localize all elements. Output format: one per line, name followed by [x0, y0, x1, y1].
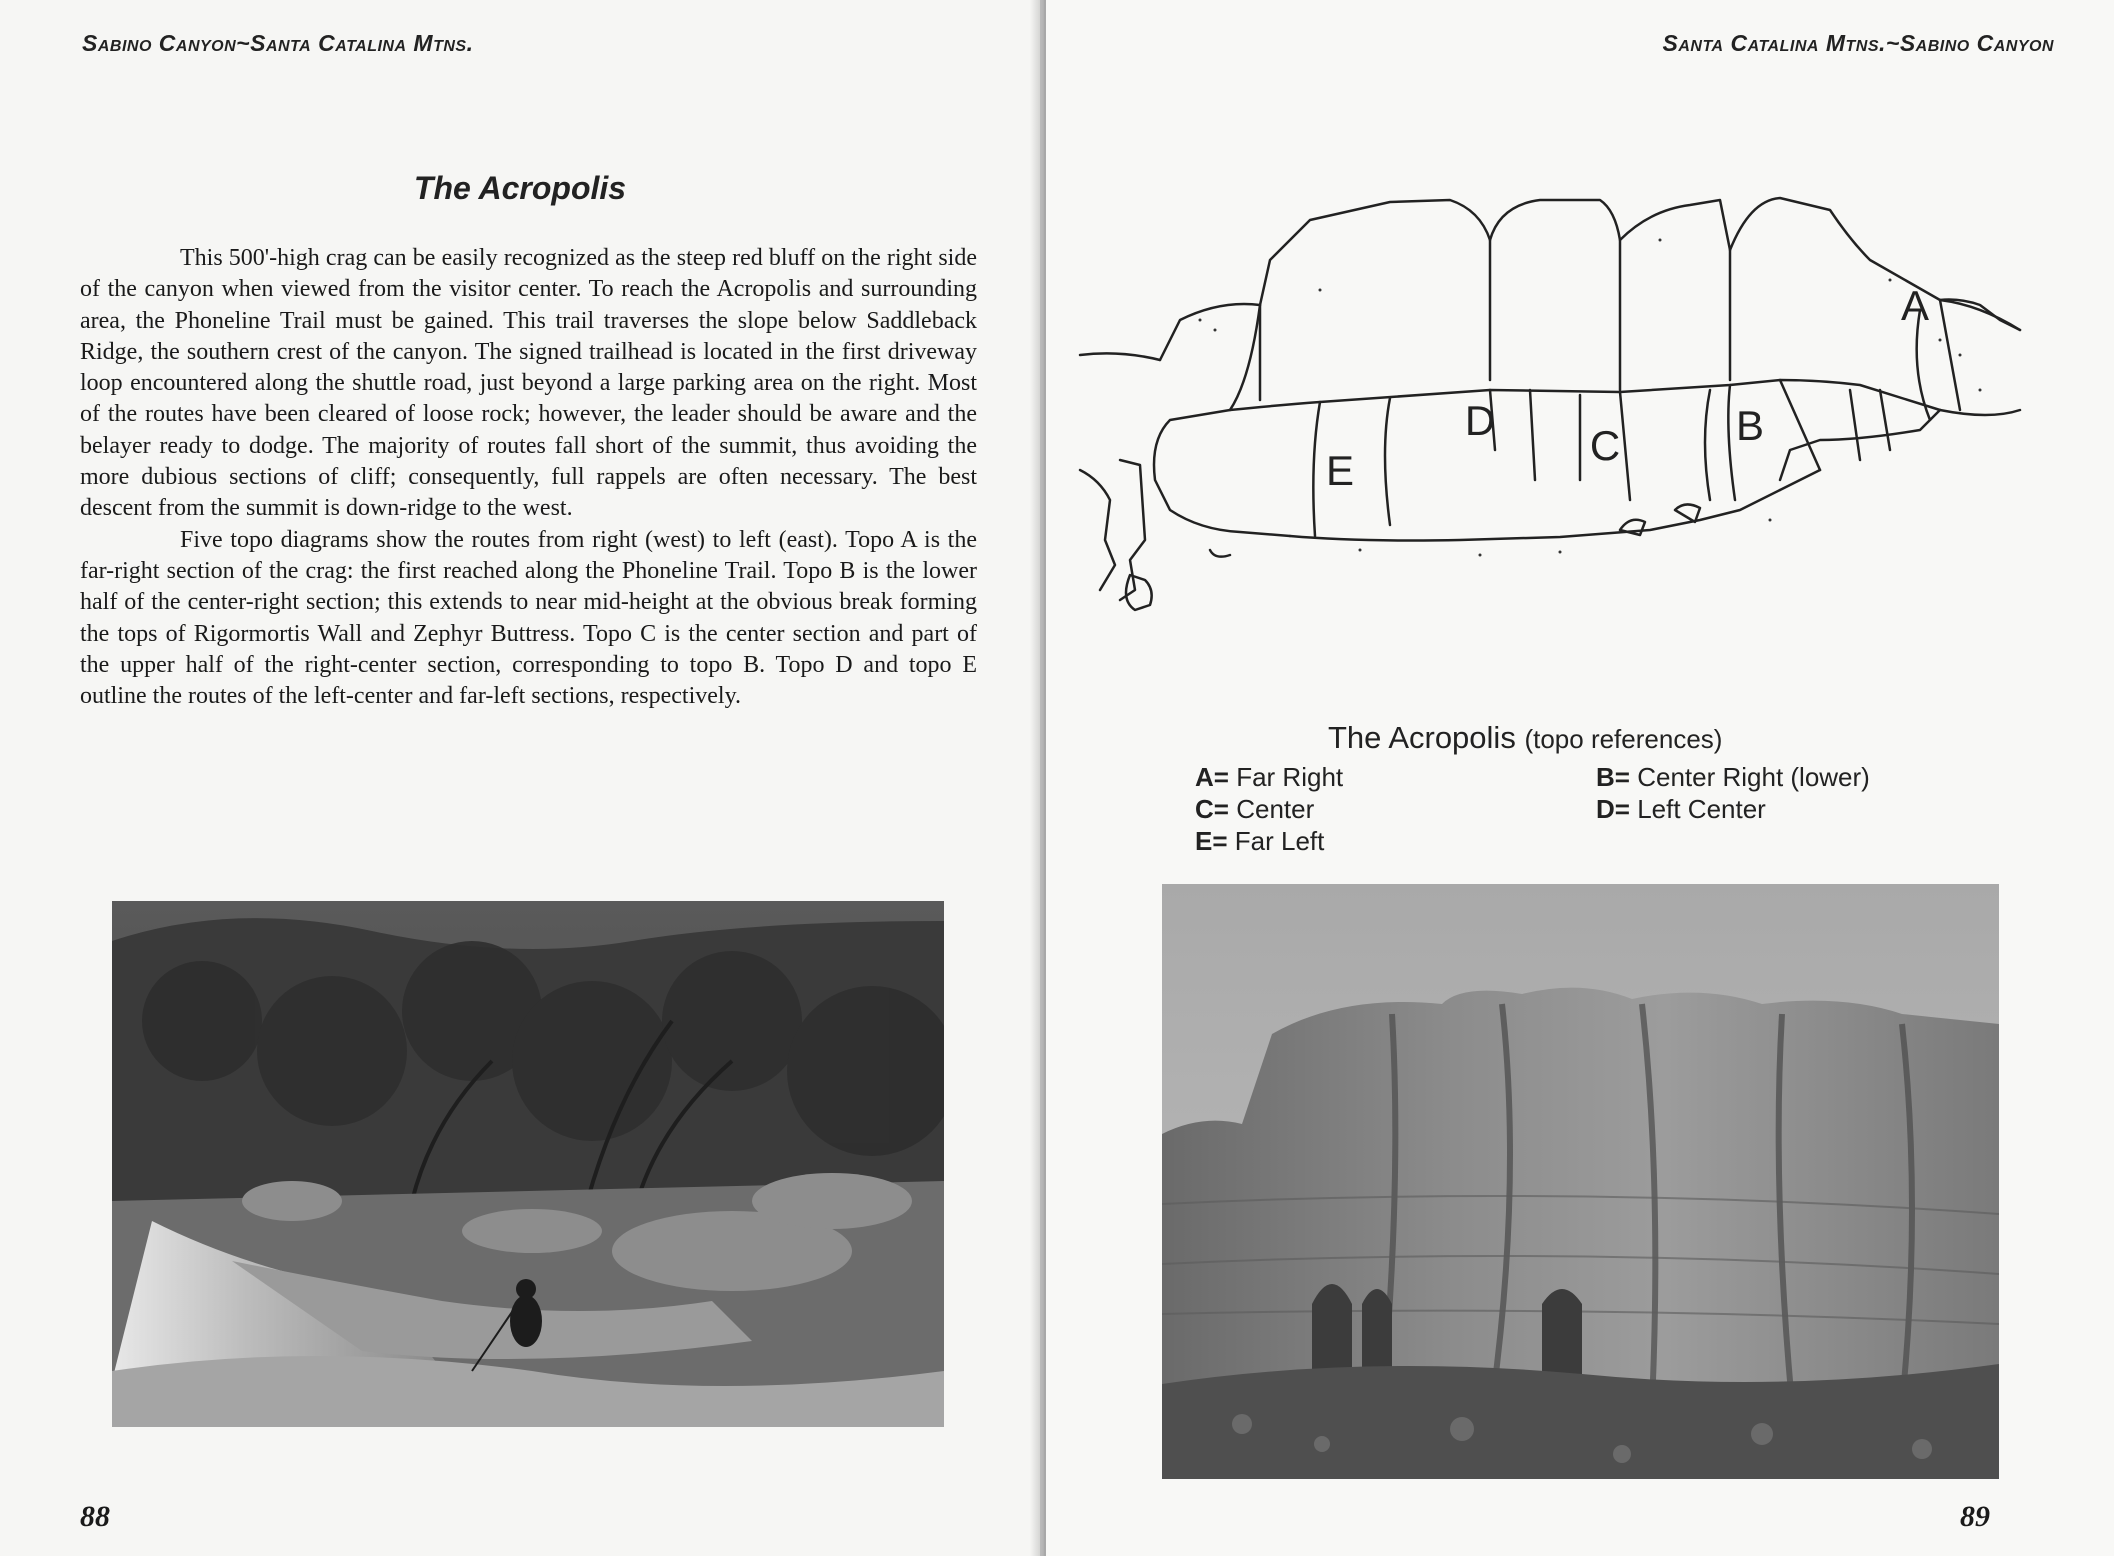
river-photo — [112, 901, 944, 1427]
running-head-left: Sabino Canyon~Santa Catalina Mtns. — [82, 30, 474, 56]
ridge-line-left — [1080, 353, 1160, 360]
legend-title-text: The Acropolis — [1328, 720, 1516, 755]
river-photo-image — [112, 901, 944, 1427]
legend-label: Left Center — [1637, 794, 1766, 824]
left-page — [0, 0, 1040, 1556]
topo-diagram — [1060, 180, 2040, 650]
page-title: The Acropolis — [413, 170, 627, 206]
topo-label-b: B — [1735, 402, 1765, 449]
paragraph-1: This 500'-high crag can be easily recognized as the steep red bluff on the right side of the canyon when viewed from the visitor center. To reach the Acropolis and surrounding area, the Phoneline Trail must be gained. This trail traverses the slope below Saddleback Ridge, the southern crest of the canyon. The signed trailhead is located in the first driveway loop encountered along the shuttle road, just beyond a large parking area on the right. Most of the routes have been cleared of loose rock; however, the leader should be aware and the belayer ready to dodge. The majority of routes fall short of the summit, thus avoiding the more dubious sections of cliff; consequently, full rappels are often necessary. The best descent from the summit is down-ridge to the west. — [80, 245, 977, 522]
legend-key: A= — [1195, 762, 1229, 792]
legend-item-d — [1596, 794, 1766, 825]
legend-label: Center — [1236, 794, 1315, 824]
legend-key: E= — [1195, 826, 1228, 856]
legend-key: B= — [1596, 762, 1630, 792]
topo-label-e: E — [1325, 447, 1355, 494]
running-head-right: Santa Catalina Mtns.~Sabino Canyon — [1662, 30, 2054, 56]
legend-key: C= — [1195, 794, 1229, 824]
topo-label-d: D — [1464, 397, 1496, 444]
legend-item-c — [1195, 794, 1314, 825]
body-text — [80, 243, 977, 712]
legend-item-e — [1195, 826, 1324, 857]
topo-label-a: A — [1900, 282, 1930, 329]
paragraph-2: Five topo diagrams show the routes from right (west) to left (east). Topo A is the far-right section of the crag: the first reached along the Phoneline Trail. Topo B is the lower half of the center-right section; this extends to near mid-height at the obvious break forming the tops of Rigormortis Wall and Zephyr Buttress. Topo C is the center section and part of the upper half of the right-center section, corresponding to topo B. Topo D and topo E outline the routes of the left-center and far-left sections, respectively. — [80, 526, 977, 710]
legend-title — [1328, 720, 1722, 756]
page-number-left: 88 — [80, 1500, 110, 1533]
acropolis-photo-image — [1162, 884, 1999, 1479]
page-number-right: 89 — [1960, 1500, 1990, 1533]
legend-label: Center Right (lower) — [1637, 762, 1870, 792]
legend-label: Far Left — [1234, 826, 1325, 856]
crag-outline-upper-left — [1160, 200, 1490, 380]
legend-item-b — [1596, 762, 1870, 793]
legend-key: D= — [1596, 794, 1630, 824]
acropolis-photo — [1162, 884, 1999, 1479]
legend-item-a — [1195, 762, 1343, 793]
topo-label-c: C — [1589, 422, 1621, 469]
legend-subtitle: (topo references) — [1524, 724, 1723, 754]
legend-label: Far Right — [1236, 762, 1344, 792]
